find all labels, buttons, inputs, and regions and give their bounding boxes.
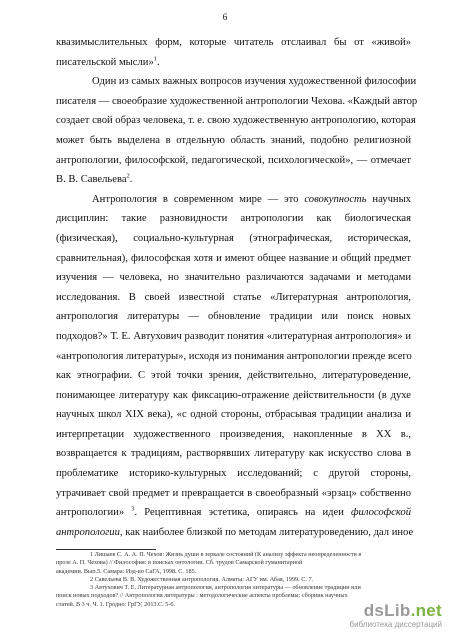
text-segment: сравнительная), философская хотя и имеют общее название и общий предмет [56, 252, 411, 264]
text-line [56, 131, 411, 151]
text-line [56, 366, 411, 386]
text-line [56, 111, 416, 131]
text-segment: писателя — своеобразие художественной антропологии Чехова. «Каждый автор [56, 95, 418, 107]
text-segment: создает свой образ человека, т. е. свою художественную антропологию, которая [56, 115, 416, 127]
text-line [56, 464, 411, 484]
text-segment: совокупность [304, 193, 367, 205]
text-line [56, 386, 411, 406]
text-segment: научных [366, 193, 411, 205]
text-segment: философской [351, 507, 411, 519]
text-segment: дисциплин: такие разновидности антропологии как биологическая [56, 213, 411, 225]
text-line [56, 405, 411, 425]
text-segment: антропология литературы — обновление традиции или поиск новых [56, 311, 411, 323]
footnote-line: 1 Лишаев С. А. А. П. Чехов: Жизнь души в зеркале состояний (К анализу эффекта неопределенности в [90, 551, 362, 558]
text-segment: может быть выделена в отдельную область знаний, подобно религиозной [56, 134, 411, 146]
text-line [56, 484, 411, 504]
text-line [56, 288, 411, 308]
text-segment: изучения — человека, но значительно различаются задачами и методами [56, 272, 411, 284]
text-segment: Один из самых важных вопросов изучения художественной философии [92, 76, 417, 88]
footnote-line: прозе А. П. Чехова) // Философия: в поисках онтологии. Сб. трудов Самарской гуманитарной [56, 559, 303, 567]
page-number: 6 [222, 13, 228, 23]
text-segment: антропологии, философской, педагогической, психологической», — отмечает [56, 154, 411, 166]
text-line [56, 33, 411, 53]
text-segment: . [157, 56, 160, 68]
text-segment: как этнографии. С этой точки зрения, действительно, литературоведение, [56, 370, 411, 382]
text-segment: Антропология в современном мире — это [92, 193, 305, 205]
text-segment: «антропология литературы», исходя из понимания антропологии прежде всего [56, 350, 412, 362]
text-segment: утрачивает свой предмет и превращается в своеобразный «эрзац» собственно [56, 487, 411, 499]
watermark-logo: dsLib.net [363, 601, 442, 620]
text-segment: . Рецептивная эстетика, опираясь на идеи [134, 507, 352, 519]
text-line [56, 151, 411, 171]
text-segment: В. В. Савельева [56, 174, 127, 186]
text-line [56, 209, 411, 229]
text-segment: антропологии [56, 526, 120, 538]
text-line [56, 503, 411, 523]
footnote-line: поиск новых подходов? // Антропология литературы : методологические аспекты проблемы: сборник научных [56, 592, 348, 600]
text-segment: научных школ XIX века), «с одной стороны, отбрасывая традиции анализа и [56, 409, 411, 421]
footnote-ref: 1 [153, 55, 157, 63]
text-segment: интерпретации художественного произведения, накопленные в XX в., [56, 428, 411, 440]
text-line [56, 347, 411, 367]
text-segment: писательской мысли» [56, 56, 154, 68]
footnote-ref: 2 [126, 172, 130, 180]
text-segment: подходов?» Т. Е. Автухович разводит понятия «литературная антропология» и [56, 330, 411, 342]
text-line [56, 249, 411, 269]
footnote-line: статей. В 3 ч. Ч. 1. Гродно: ГрГУ, 2013.С. 5-6. [56, 600, 176, 608]
text-segment: (физическая), социально-культурная (этнографическая, историческая, [56, 232, 411, 244]
text-line [56, 327, 411, 347]
text-line [56, 72, 417, 92]
text-line [56, 92, 418, 112]
footnotes [56, 551, 411, 609]
footnote-ref: 3 [131, 505, 135, 513]
text-line [56, 53, 411, 73]
text-line [56, 307, 411, 327]
text-segment: . [129, 174, 133, 186]
text-line [56, 229, 411, 249]
text-segment: квазимыслительных форм, которые читатель отслаивал бы от «живой» [56, 37, 411, 48]
main-text [56, 33, 418, 542]
footnote-separator [56, 549, 156, 550]
text-line [56, 268, 411, 288]
text-segment: антропологии» [56, 507, 132, 519]
footnote-line: академии. Вып.5. Самара: Изд-во СаГА, 1998. С. 185. [56, 567, 197, 575]
watermark-subtitle: библиотека диссертаций [349, 620, 442, 629]
footnote-line: 3 Автухович Т. Е. Литературная антропология, антропология литературы — обновление традиции или [90, 584, 361, 592]
text-segment: проблематике историко-культурных исследований; с другой стороны, [56, 468, 411, 480]
text-line [56, 190, 411, 210]
text-line [56, 444, 411, 464]
text-segment: , как наиболее близкой по методам литературоведению, дал иное [119, 526, 414, 538]
text-segment: исследования. В своей известной статье «Литературная антропология, [56, 291, 411, 303]
text-segment: понимающее литературу как фиксацию-отражение действительности (в духе [56, 389, 411, 401]
footnote-line: 2 Савельева В. В. Художественная антропология. Алматы: АГУ им. Абая, 1999. С. 7. [90, 575, 314, 583]
dslib-watermark[interactable] [312, 602, 442, 632]
text-line [56, 170, 411, 190]
text-segment: возвращается к традициям, растворявших литературу как искусство слова в [56, 448, 411, 460]
text-line [56, 425, 411, 445]
text-line [56, 523, 414, 543]
